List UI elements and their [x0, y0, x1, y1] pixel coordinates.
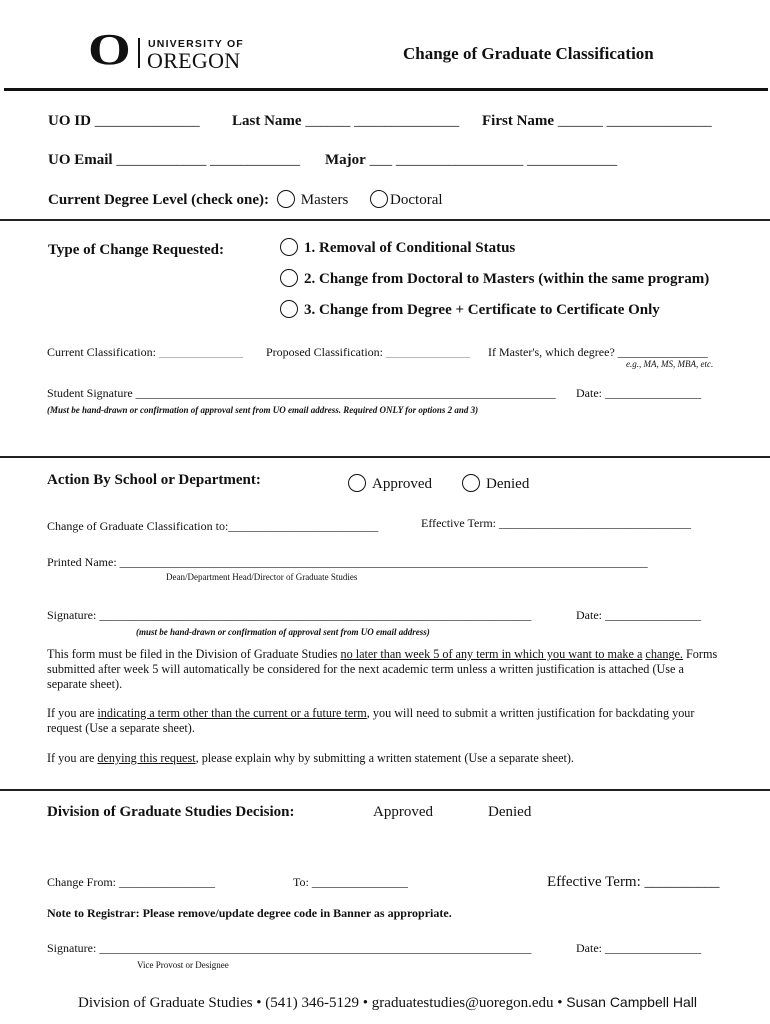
change-option-1-label: 1. Removal of Conditional Status	[304, 240, 516, 256]
doctoral-radio[interactable]	[370, 190, 388, 208]
change-option-3-radio[interactable]	[280, 300, 298, 318]
department-denied-radio[interactable]	[462, 474, 480, 492]
uo-id-row	[48, 113, 200, 130]
department-denied-label: Denied	[486, 476, 530, 492]
student-signature-note: (Must be hand-drawn or confirmation of approval sent from UO email address. Required ONLY for options 2 and 3)	[47, 405, 479, 415]
printed-name-field[interactable]: ________________________________________________________________________________________	[119, 555, 648, 569]
p3-start: If you are	[47, 751, 98, 765]
decision-effective-term-row	[547, 874, 720, 891]
change-type-label: Type of Change Requested:	[48, 242, 224, 258]
p3-rest: , please explain why by submitting a written statement (Use a separate sheet).	[195, 751, 574, 765]
instructions-paragraph-1	[47, 647, 722, 692]
instructions-paragraph-2	[47, 706, 722, 736]
decision-approved[interactable]: Approved	[373, 804, 433, 820]
section-divider-3	[0, 789, 770, 791]
last-name-row	[232, 113, 459, 130]
first-name-row	[482, 113, 712, 130]
decision-label: Division of Graduate Studies Decision:	[47, 804, 295, 820]
degree-level-row	[48, 190, 443, 209]
degree-level-label: Current Degree Level (check one):	[48, 192, 270, 208]
proposed-classification-label: Proposed Classification:	[266, 345, 383, 359]
department-approved-option[interactable]	[348, 474, 432, 493]
p1-change: change.	[645, 647, 683, 661]
footer-contact: Division of Graduate Studies • (541) 346-5129 • graduatestudies@uoregon.edu •	[78, 995, 567, 1011]
printed-name-label: Printed Name:	[47, 555, 117, 569]
degree-masters-option[interactable]	[277, 192, 349, 208]
department-signature-row	[47, 608, 531, 623]
degree-doctoral-option[interactable]	[370, 192, 442, 208]
decision-denied[interactable]: Denied	[488, 804, 532, 820]
decision-to-field[interactable]: ________________	[311, 875, 408, 889]
p2-term-note: indicating a term other than the current or a future term	[97, 706, 367, 720]
masters-degree-row	[488, 345, 708, 360]
printed-name-row	[47, 555, 648, 570]
major-row	[325, 152, 617, 169]
student-signature-row	[47, 386, 556, 401]
registrar-note: Note to Registrar: Please remove/update degree code in Banner as appropriate.	[47, 906, 452, 920]
decision-signature-field[interactable]: ________________________________________________________________________	[99, 941, 532, 955]
uo-id-label: UO ID	[48, 113, 91, 129]
uo-id-field[interactable]: ______________	[94, 113, 200, 129]
uo-email-row	[48, 152, 300, 169]
proposed-classification-field[interactable]: ______________	[386, 345, 470, 359]
decision-date-field[interactable]: ________________	[605, 941, 701, 955]
major-label: Major	[325, 152, 366, 168]
department-approved-label: Approved	[372, 476, 432, 492]
p3-deny-note: denying this request	[97, 751, 196, 765]
form-title: Change of Graduate Classification	[403, 44, 654, 63]
decision-to-label: To:	[293, 875, 309, 889]
uo-email-field[interactable]: ____________ ____________	[116, 152, 301, 168]
decision-date-row	[576, 941, 701, 956]
instructions-paragraph-3	[47, 751, 722, 766]
decision-signature-label: Signature:	[47, 941, 97, 955]
change-option-2[interactable]	[280, 269, 709, 288]
department-action-label: Action By School or Department:	[47, 472, 261, 488]
last-name-field[interactable]: ______ ______________	[305, 113, 460, 129]
department-signature-label: Signature:	[47, 608, 97, 622]
last-name-label: Last Name	[232, 113, 302, 129]
doctoral-label: Doctoral	[390, 192, 443, 208]
first-name-label: First Name	[482, 113, 555, 129]
p2-start: If you are	[47, 706, 98, 720]
department-denied-option[interactable]	[462, 474, 529, 493]
change-to-row	[47, 519, 378, 534]
footer-location: Susan Campbell Hall	[566, 994, 697, 1010]
change-option-1[interactable]	[280, 238, 515, 257]
p1-deadline: no later than week 5 of any term in which you want to make a	[340, 647, 643, 661]
department-date-field[interactable]: ________________	[605, 608, 701, 622]
section-divider-1	[0, 219, 770, 221]
change-option-2-radio[interactable]	[280, 269, 298, 287]
change-to-decision-row	[293, 875, 408, 890]
masters-degree-label: If Master's, which degree?	[488, 345, 615, 359]
masters-degree-field[interactable]: _______________	[617, 345, 708, 359]
student-signature-label: Student Signature	[47, 386, 133, 400]
printed-name-sub: Dean/Department Head/Director of Graduate Studies	[166, 572, 358, 582]
current-classification-field[interactable]: ______________	[158, 345, 243, 359]
major-field[interactable]: ___ _________________ ____________	[369, 152, 618, 168]
change-from-field[interactable]: ________________	[119, 875, 215, 889]
student-signature-field[interactable]: ______________________________________________________________________	[135, 386, 556, 400]
change-option-2-label: 2. Change from Doctoral to Masters (within the same program)	[304, 271, 710, 287]
masters-radio[interactable]	[277, 190, 295, 208]
change-option-1-radio[interactable]	[280, 238, 298, 256]
change-to-label: Change of Graduate Classification to:	[47, 519, 229, 533]
change-to-field[interactable]: _________________________	[228, 519, 379, 533]
decision-effective-term-field[interactable]: __________	[644, 874, 720, 890]
change-from-label: Change From:	[47, 875, 116, 889]
current-classification-row	[47, 345, 243, 360]
change-option-3[interactable]	[280, 300, 660, 319]
p1-rest: Forms submitted after week 5 will automatically be considered for the next academic term unless a written justification is attached (Use a separate sheet).	[47, 647, 718, 691]
student-date-label: Date:	[576, 386, 602, 400]
department-approved-radio[interactable]	[348, 474, 366, 492]
uo-email-label: UO Email	[48, 152, 113, 168]
logo-line2: OREGON	[147, 48, 241, 73]
change-option-3-label: 3. Change from Degree + Certificate to Certificate Only	[304, 302, 660, 318]
department-effective-term-field[interactable]: ________________________________	[499, 516, 692, 530]
logo-divider	[138, 38, 140, 68]
footer	[78, 994, 697, 1012]
header-divider	[4, 88, 768, 91]
change-from-row	[47, 875, 215, 890]
department-signature-field[interactable]: ________________________________________________________________________	[99, 608, 532, 622]
masters-label: Masters	[300, 192, 349, 208]
section-divider-2	[0, 456, 770, 458]
masters-degree-hint: e.g., MA, MS, MBA, etc.	[626, 359, 714, 369]
decision-date-label: Date:	[576, 941, 602, 955]
current-classification-label: Current Classification:	[47, 345, 156, 359]
logo-mark: O	[88, 25, 131, 74]
logo-line1: UNIVERSITY OF	[148, 38, 244, 50]
department-effective-term-row	[421, 516, 691, 531]
decision-effective-term-label: Effective Term:	[547, 874, 641, 890]
department-date-label: Date:	[576, 608, 602, 622]
department-effective-term-label: Effective Term:	[421, 516, 497, 530]
first-name-field[interactable]: ______ ______________	[557, 113, 712, 129]
department-date-row	[576, 608, 701, 623]
p1-start: This form must be filed in the Division of Graduate Studies	[47, 647, 341, 661]
p2-rest: , you will need to submit a written justification for backdating your request (Use a separate sheet).	[47, 706, 695, 735]
decision-signature-sub: Vice Provost or Designee	[137, 960, 229, 970]
student-date-row	[576, 386, 701, 401]
student-date-field[interactable]: ________________	[605, 386, 701, 400]
decision-signature-row	[47, 941, 531, 956]
proposed-classification-row	[266, 345, 470, 360]
department-signature-note: (must be hand-drawn or confirmation of approval sent from UO email address)	[136, 627, 430, 637]
